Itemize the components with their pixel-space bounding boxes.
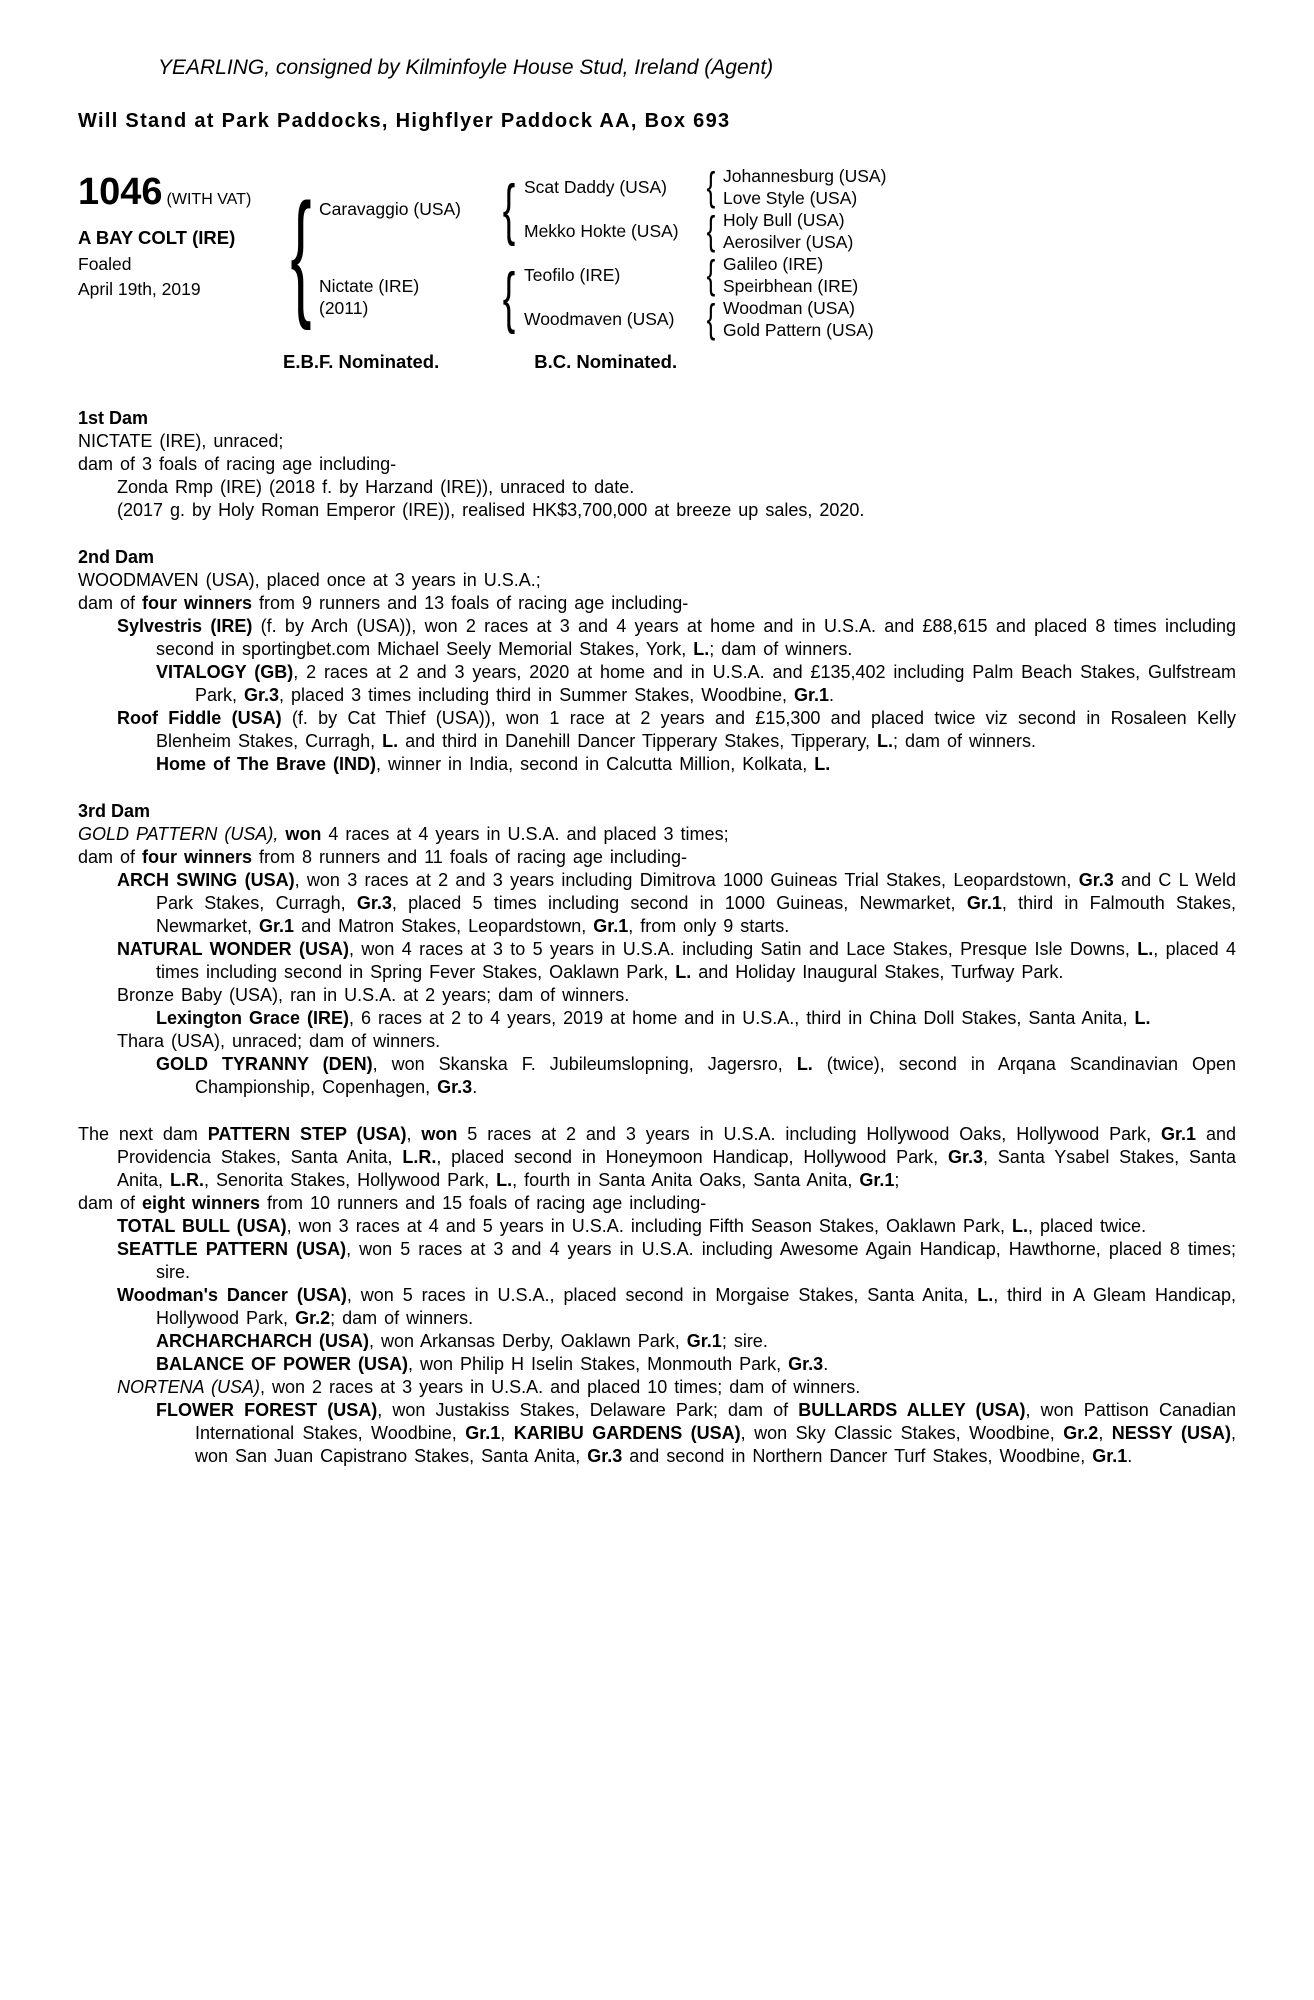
pedigree-table	[78, 165, 1236, 341]
sire-dam-brace: {	[706, 208, 716, 253]
dam-section	[78, 800, 1236, 1099]
sire-unit	[319, 165, 886, 253]
foaled-label: Foaled	[78, 254, 132, 274]
foaled-date: April 19th, 2019	[78, 279, 201, 299]
horse-description: A BAY COLT (IRE)	[78, 227, 236, 248]
pedigree-paragraph: SEATTLE PATTERN (USA), won 5 races at 3 and 4 years in U.S.A. including Awesome Again Handicap, Hawthorne, placed 8 times; sire.	[117, 1239, 1236, 1282]
pedigree-paragraph: ARCH SWING (USA), won 3 races at 2 and 3 years including Dimitrova 1000 Guineas Trial Stakes, Leopardstown, Gr.3 and C L Weld Park Stakes, Curragh, Gr.3, placed 5 times including second in 1000 Guineas, Newmarket, Gr.1, third in Falmouth Stakes, Newmarket, Gr.1 and Matron Stakes, Leopardstown, Gr.1, from only 9 starts.	[117, 870, 1237, 936]
pedigree-paragraph: Lexington Grace (IRE), 6 races at 2 to 4 years, 2019 at home and in U.S.A., third in China Doll Stakes, Santa Anita, L.	[156, 1008, 1151, 1028]
pedigree-paragraph: FLOWER FOREST (USA), won Justakiss Stakes, Delaware Park; dam of BULLARDS ALLEY (USA), won Pattison Canadian International Stakes, Woodbine, Gr.1, KARIBU GARDENS (USA), won Sky Classic Stakes, Woodbine, Gr.2, NESSY (USA), won San Juan Capistrano Stakes, Santa Anita, Gr.3 and second in Northern Dancer Turf Stakes, Woodbine, Gr.1.	[156, 1400, 1237, 1466]
dam-name: Nictate (IRE) (2011)	[319, 275, 494, 319]
pedigree-paragraph: dam of 3 foals of racing age including-	[78, 454, 397, 474]
consignor-line: YEARLING, consigned by Kilminfoyle House Stud, Ireland (Agent)	[158, 56, 774, 79]
dam-sire-name: Teofilo (IRE)	[524, 264, 621, 285]
dam-dam-unit	[524, 297, 874, 341]
pedigree-paragraph: dam of four winners from 8 runners and 11 foals of racing age including-	[78, 847, 687, 867]
pedigree-gen2	[319, 165, 886, 341]
pedigree-paragraph: Home of The Brave (IND), winner in India, second in Calcutta Million, Kolkata, L.	[156, 754, 831, 774]
pedigree-details	[78, 407, 1236, 1468]
sire-dam-name: Mekko Hokte (USA)	[524, 220, 679, 241]
pedigree-paragraph: WOODMAVEN (USA), placed once at 3 years in U.S.A.;	[78, 570, 541, 590]
lot-number: 1046	[78, 171, 163, 213]
lot-vat-note: (WITH VAT)	[166, 191, 252, 208]
pedigree-paragraph: Bronze Baby (USA), ran in U.S.A. at 2 years; dam of winners.	[117, 985, 630, 1005]
pedigree-paragraph: ARCHARCHARCH (USA), won Arkansas Derby, Oaklawn Park, Gr.1; sire.	[156, 1331, 768, 1351]
pedigree-paragraph: Sylvestris (IRE) (f. by Arch (USA)), won 2 races at 3 and 4 years at home and in U.S.A. and £88,615 and placed 8 times including second in sportingbet.com Michael Seely Memorial Stakes, York, L.; dam of winners.	[117, 616, 1236, 659]
dam-dam-name: Woodmaven (USA)	[524, 308, 675, 329]
dam-year: (2011)	[319, 298, 369, 318]
dam-unit	[319, 253, 886, 341]
dam-sire-brace: {	[706, 252, 716, 297]
great-grandsire-name: Galileo (IRE)	[723, 254, 824, 274]
great-granddam-name: Speirbhean (IRE)	[723, 276, 859, 296]
sire-dam-unit	[524, 209, 886, 253]
great-grandsire-name: Holy Bull (USA)	[723, 210, 845, 230]
great-granddam-name: Gold Pattern (USA)	[723, 320, 874, 340]
sire-sire-brace: {	[706, 164, 716, 209]
dam-sire-unit	[524, 253, 874, 297]
dam-section	[78, 546, 1236, 776]
great-grandsire-name: Johannesburg (USA)	[723, 166, 887, 186]
pedigree-paragraph: dam of eight winners from 10 runners and 15 foals of racing age including-	[78, 1193, 707, 1213]
pedigree-paragraph: Zonda Rmp (IRE) (2018 f. by Harzand (IRE)), unraced to date.	[117, 477, 635, 497]
dam-section	[78, 407, 1236, 522]
sire-sire-name: Scat Daddy (USA)	[524, 176, 667, 197]
pedigree-paragraph: BALANCE OF POWER (USA), won Philip H Iselin Stakes, Monmouth Park, Gr.3.	[156, 1354, 829, 1374]
pedigree-paragraph: dam of four winners from 9 runners and 13 foals of racing age including-	[78, 593, 689, 613]
pedigree-paragraph: NORTENA (USA), won 2 races at 3 years in U.S.A. and placed 10 times; dam of winners.	[117, 1377, 861, 1397]
dam-section	[78, 1123, 1236, 1468]
sire-brace: {	[502, 171, 516, 247]
great-grandsire-name: Woodman (USA)	[723, 298, 855, 318]
pedigree-paragraph: GOLD PATTERN (USA), won 4 races at 4 years in U.S.A. and placed 3 times;	[78, 824, 729, 844]
sire-sire-unit	[524, 165, 886, 209]
bc-nominated: B.C. Nominated.	[534, 351, 678, 372]
lot-info	[78, 165, 283, 300]
section-heading: 1st Dam	[78, 408, 149, 428]
pedigree-paragraph: NATURAL WONDER (USA), won 4 races at 3 to 5 years in U.S.A. including Satin and Lace Stakes, Presque Isle Downs, L., placed 4 times including second in Spring Fever Stakes, Oaklawn Park, L. and Holiday Inaugural Stakes, Turfway Park.	[117, 939, 1236, 982]
nominations-row	[283, 351, 1236, 373]
pedigree-paragraph: (2017 g. by Holy Roman Emperor (IRE)), realised HK$3,700,000 at breeze up sales, 2020.	[117, 500, 865, 520]
stand-location-line: Will Stand at Park Paddocks, Highflyer Paddock AA, Box 693	[78, 110, 731, 132]
pedigree-paragraph: TOTAL BULL (USA), won 3 races at 4 and 5 years in U.S.A. including Fifth Season Stakes, Oaklawn Park, L., placed twice.	[117, 1216, 1147, 1236]
ebf-nominated: E.B.F. Nominated.	[283, 351, 440, 372]
pedigree-paragraph: Thara (USA), unraced; dam of winners.	[117, 1031, 441, 1051]
pedigree-paragraph: GOLD TYRANNY (DEN), won Skanska F. Jubileumslopning, Jagersro, L. (twice), second in Arqana Scandinavian Open Championship, Copenhagen, Gr.3.	[156, 1054, 1236, 1097]
dam-brace: {	[502, 259, 516, 335]
pedigree-paragraph: VITALOGY (GB), 2 races at 2 and 3 years, 2020 at home and in U.S.A. and £135,402 including Palm Beach Stakes, Gulfstream Park, Gr.3, placed 3 times including third in Summer Stakes, Woodbine, Gr.1.	[156, 662, 1236, 705]
section-heading: 3rd Dam	[78, 801, 151, 821]
dam-dam-brace: {	[706, 296, 716, 341]
section-heading: 2nd Dam	[78, 547, 155, 567]
lot-number-row	[78, 173, 283, 211]
pedigree-paragraph: The next dam PATTERN STEP (USA), won 5 races at 2 and 3 years in U.S.A. including Hollywood Oaks, Hollywood Park, Gr.1 and Providencia Stakes, Santa Anita, L.R., placed second in Honeymoon Handicap, Hollywood Park, Gr.3, Santa Ysabel Stakes, Santa Anita, L.R., Senorita Stakes, Hollywood Park, L., fourth in Santa Anita Oaks, Santa Anita, Gr.1;	[78, 1124, 1236, 1190]
pedigree-tree	[283, 165, 886, 341]
sire-name: Caravaggio (USA)	[319, 199, 461, 219]
great-granddam-name: Love Style (USA)	[723, 188, 858, 208]
pedigree-paragraph: NICTATE (IRE), unraced;	[78, 431, 284, 451]
pedigree-paragraph: Roof Fiddle (USA) (f. by Cat Thief (USA)), won 1 race at 2 years and £15,300 and placed twice viz second in Rosaleen Kelly Blenheim Stakes, Curragh, L. and third in Danehill Dancer Tipperary Stakes, Tipperary, L.; dam of winners.	[117, 708, 1236, 751]
pedigree-brace-main: {	[290, 174, 312, 331]
pedigree-paragraph: Woodman's Dancer (USA), won 5 races in U.S.A., placed second in Morgaise Stakes, Santa Anita, L., third in A Gleam Handicap, Hollywood Park, Gr.2; dam of winners.	[117, 1285, 1236, 1328]
great-granddam-name: Aerosilver (USA)	[723, 232, 854, 252]
